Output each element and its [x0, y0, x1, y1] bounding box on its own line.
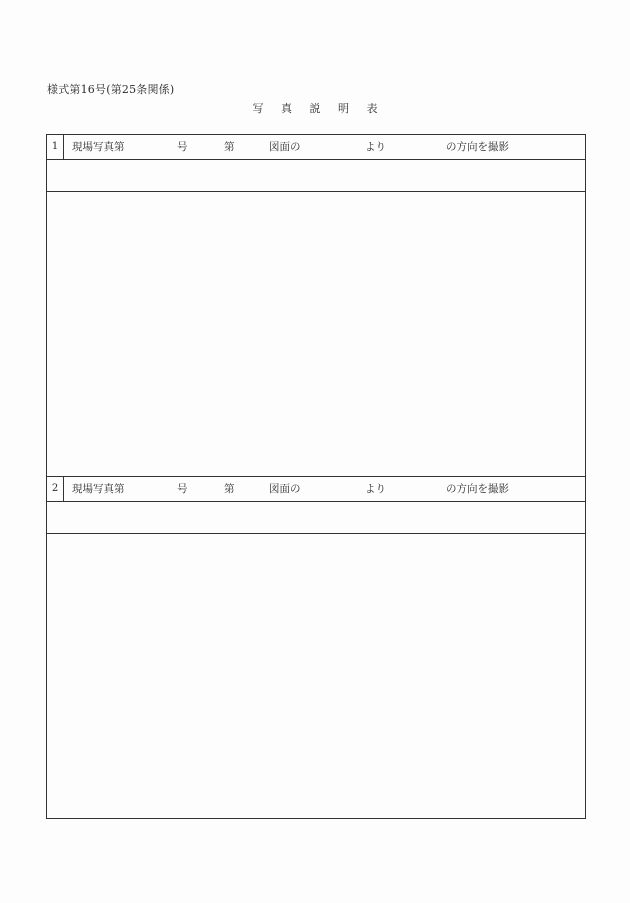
photo-caption-field[interactable] — [47, 160, 585, 192]
photo-area[interactable] — [47, 534, 585, 818]
site-photo-label: 現場写真第 — [72, 483, 125, 495]
direction-label: の方向を撮影 — [446, 141, 509, 153]
drawing-label: 図面の — [269, 483, 301, 495]
photo-number: 2 — [47, 477, 64, 501]
title-char: 表 — [366, 102, 378, 115]
site-photo-label: 現場写真第 — [72, 141, 125, 153]
photo-number-suffix: 号 — [177, 483, 188, 495]
direction-label: の方向を撮影 — [446, 483, 509, 495]
title-char: 写 — [252, 102, 264, 115]
from-label: より — [365, 483, 386, 495]
from-label: より — [365, 141, 386, 153]
photo-number: 1 — [47, 135, 64, 159]
photo-header-row — [47, 135, 585, 160]
form-number: 様式第16号(第25条関係) — [47, 83, 175, 96]
photo-area[interactable] — [47, 192, 585, 476]
drawing-number-prefix: 第 — [224, 141, 235, 153]
drawing-label: 図面の — [269, 141, 301, 153]
photo-block-2 — [46, 476, 586, 819]
title-char: 真 — [281, 102, 292, 115]
title-char: 明 — [338, 102, 349, 115]
drawing-number-prefix: 第 — [224, 483, 235, 495]
document-title — [0, 100, 630, 116]
photo-block-1 — [46, 134, 586, 477]
photo-header-row — [47, 477, 585, 502]
photo-number-suffix: 号 — [177, 141, 188, 153]
photo-caption-field[interactable] — [47, 502, 585, 534]
title-char: 説 — [309, 102, 321, 115]
